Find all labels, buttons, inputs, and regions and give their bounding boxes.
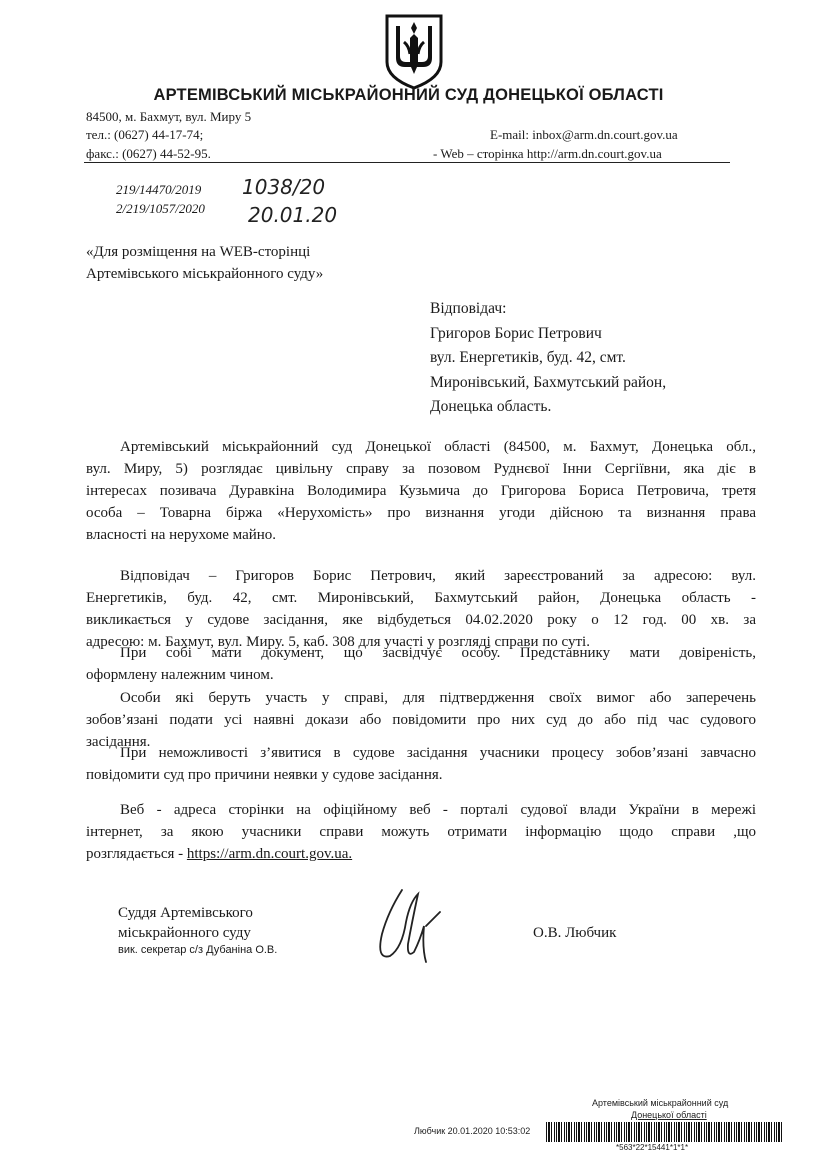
text-line: вул. Миру, 5) розглядає цивільну справу за позовом Руднєвої Інни Сергіївни, яка діє в (86, 461, 756, 477)
text-line: Артемівський міськрайонний суд Донецької області (84500, м. Бахмут, Донецька обл., (120, 439, 756, 455)
recipient-block (430, 297, 666, 420)
paragraph-summons (86, 565, 756, 653)
recipient-address-line: Донецька область. (430, 398, 552, 415)
paragraph-documents (86, 642, 756, 686)
case-number: 219/14470/2019 (116, 182, 202, 197)
proceeding-number: 2/219/1057/2020 (116, 201, 205, 216)
text-line: особа – Товарна біржа «Нерухомість» про визнання угоди дійсною та визнання права (86, 505, 756, 521)
recipient-address-line: Миронівський, Бахмутський район, (430, 373, 667, 391)
court-name: АРТЕМІВСЬКИЙ МІСЬКРАЙОННИЙ СУД ДОНЕЦЬКОЇ ОБЛАСТІ (153, 86, 664, 104)
paragraph-absence-notice (86, 742, 756, 786)
footer-court-line1: Артемівський міськрайонний суд (592, 1098, 729, 1108)
paragraph-case-description (86, 436, 756, 546)
text-line: Веб - адреса сторінки на офіційному веб - порталі судової влади України в мережі (120, 802, 756, 818)
text-line: засідання. (86, 734, 151, 750)
text-line: При неможливості з’явитися в судове засідання учасники процесу зобов’язані завчасно (120, 745, 756, 761)
text-line: Особи які беруть участь у справі, для підтвердження своїх вимог або заперечень (120, 690, 756, 706)
text-line (86, 843, 756, 865)
header-divider (84, 162, 730, 163)
coat-of-arms-icon (383, 12, 445, 90)
text-line: Енергетиків, буд. 42, смт. Миронівський, Бахмутський район, Донецька область - (86, 590, 756, 606)
judge-name: О.В. Любчик (533, 925, 617, 941)
secretary-name: вик. секретар с/з Дубаніна О.В. (118, 944, 278, 956)
text-line: інтернет, за якою учасники справи можуть отримати інформацію щодо справи ,що (86, 824, 756, 840)
paragraph-web-address (86, 799, 756, 865)
text-line-start: розглядається - (86, 846, 187, 862)
web-notice-line1: «Для розміщення на WEB-сторінці (86, 244, 311, 260)
text-line: оформлену належним чином. (86, 667, 274, 683)
footer-court-line2: Донецької області (631, 1110, 707, 1120)
document-barcode (546, 1122, 784, 1142)
court-address: 84500, м. Бахмут, вул. Миру 5 (86, 109, 252, 124)
text-line: зобов’язані подати усі наявні докази або повідомити про них суд до або під час судового (86, 712, 756, 728)
court-phone: тел.: (0627) 44-17-74; (86, 127, 204, 142)
judge-title-line1: Суддя Артемівського (118, 905, 253, 921)
web-notice-line2: Артемівського міськрайонного суду» (86, 266, 324, 282)
outgoing-date-handwritten: 20.01.20 (248, 203, 338, 227)
judge-signature (362, 882, 452, 972)
document-meta: Любчик 20.01.2020 10:53:02 (414, 1126, 531, 1136)
text-line: При собі мати документ, що засвідчує особу. Представнику мати довіреність, (120, 645, 756, 661)
court-fax: факс.: (0627) 44-52-95. (86, 146, 211, 161)
recipient-name: Григоров Борис Петрович (430, 324, 602, 342)
recipient-role: Відповідач: (430, 300, 507, 317)
text-line: викликається у судове засідання, яке відбудеться 04.02.2020 року о 12 год. 00 хв. за (86, 612, 756, 628)
court-web-link[interactable]: https://arm.dn.court.gov.ua. (186, 846, 353, 862)
court-email: E-mail: inbox@arm.dn.court.gov.ua (490, 127, 678, 142)
text-line: власності на нерухоме майно. (86, 527, 277, 543)
recipient-address-line: вул. Енергетиків, буд. 42, смт. (430, 349, 626, 366)
barcode-text: *563*22*15441*1*1* (616, 1143, 689, 1152)
text-line: повідомити суд про причини неявки у судове засідання. (86, 767, 443, 783)
judge-title-line2: міськрайонного суду (118, 925, 251, 941)
text-line: адресою: м. Бахмут, вул. Миру. 5, каб. 308 для участі у розгляді справи по суті. (86, 634, 590, 650)
court-website: - Web – сторінка http://arm.dn.court.gov.ua (433, 146, 662, 161)
outgoing-number-handwritten: 1038/20 (242, 175, 326, 199)
text-line: Відповідач – Григоров Борис Петрович, який зареєстрований за адресою: вул. (120, 568, 756, 584)
text-line: інтересах позивача Дуравкіна Володимира Кузьмича до Григорова Бориса Петровича, третя (86, 483, 756, 499)
